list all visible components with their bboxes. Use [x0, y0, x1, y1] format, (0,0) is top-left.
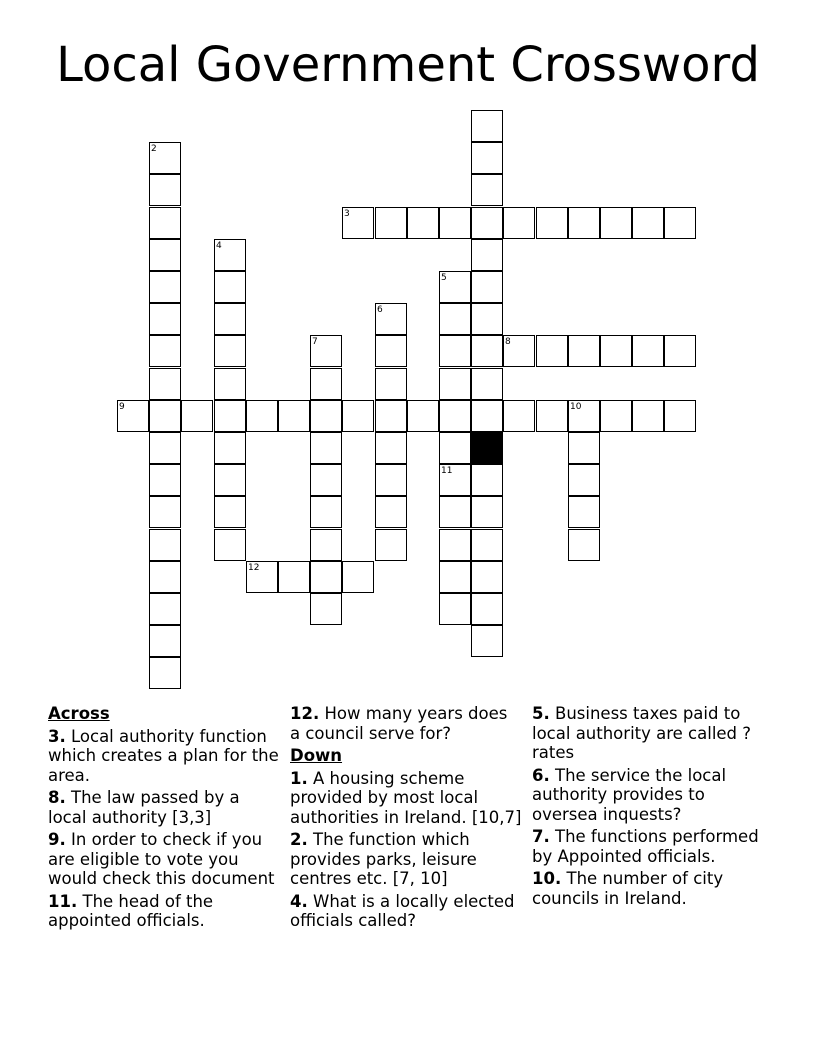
grid-cell[interactable]: [149, 368, 181, 400]
grid-cell[interactable]: [471, 464, 503, 496]
grid-cell[interactable]: [149, 529, 181, 561]
clue-text: The head of the appointed officials.: [48, 891, 214, 930]
clue-text: The law passed by a local authority [3,3]: [48, 788, 240, 827]
grid-cell[interactable]: [439, 303, 471, 335]
grid-cell[interactable]: [149, 271, 181, 303]
clue-down-5: [532, 704, 764, 763]
grid-cell[interactable]: [149, 657, 181, 689]
grid-cell[interactable]: [375, 335, 407, 367]
grid-cell[interactable]: [149, 432, 181, 464]
grid-cell[interactable]: [471, 239, 503, 271]
grid-cell[interactable]: [214, 303, 246, 335]
grid-cell[interactable]: [407, 207, 439, 239]
grid-cell[interactable]: [568, 496, 600, 528]
clue-number-label: 6: [377, 305, 383, 315]
clue-number-label: 12: [248, 563, 260, 573]
grid-cell[interactable]: [310, 561, 342, 593]
clue-down-6: [532, 766, 764, 825]
grid-cell[interactable]: [471, 110, 503, 142]
clue-column-3: [532, 704, 764, 911]
clue-down-1: [290, 769, 522, 828]
grid-cell[interactable]: [471, 174, 503, 206]
grid-cell[interactable]: [375, 432, 407, 464]
grid-cell[interactable]: [664, 400, 696, 432]
grid-cell[interactable]: [310, 529, 342, 561]
grid-cell[interactable]: [149, 561, 181, 593]
grid-cell[interactable]: [278, 561, 310, 593]
clue-text: Business taxes paid to local authority are called ? rates: [532, 704, 752, 762]
clue-text: The functions performed by Appointed officials.: [532, 827, 759, 866]
grid-cell[interactable]: [471, 496, 503, 528]
grid-cell[interactable]: [310, 335, 342, 367]
clue-number: 2.: [290, 830, 308, 849]
grid-cell[interactable]: [600, 335, 632, 367]
grid-cell[interactable]: [375, 207, 407, 239]
clue-number-label: 9: [119, 402, 125, 412]
grid-cell[interactable]: [342, 207, 374, 239]
grid-cell[interactable]: [310, 593, 342, 625]
grid-cell[interactable]: [117, 400, 149, 432]
grid-cell[interactable]: [310, 400, 342, 432]
grid-cell[interactable]: [568, 207, 600, 239]
clue-number-label: 5: [441, 273, 447, 283]
down-heading: Down: [290, 746, 343, 765]
grid-cell[interactable]: [310, 464, 342, 496]
grid-cell[interactable]: [375, 464, 407, 496]
grid-cell[interactable]: [375, 496, 407, 528]
clue-across-3: [48, 727, 280, 786]
grid-cell[interactable]: [471, 142, 503, 174]
clue-number: 11.: [48, 891, 78, 911]
grid-cell[interactable]: [568, 464, 600, 496]
clue-number: 10.: [532, 869, 562, 888]
clue-down-10: [532, 869, 764, 908]
grid-cell[interactable]: [471, 368, 503, 400]
grid-cell[interactable]: [471, 400, 503, 432]
clue-number: 3.: [48, 726, 66, 746]
clue-down-7: [532, 827, 764, 866]
grid-cell[interactable]: [568, 529, 600, 561]
grid-cell[interactable]: [149, 625, 181, 657]
grid-cell[interactable]: [439, 335, 471, 367]
grid-cell[interactable]: [214, 400, 246, 432]
clue-text: Local authority function which creates a plan for the area.: [48, 726, 279, 785]
grid-cell[interactable]: [632, 400, 664, 432]
clue-text: What is a locally elected officials called?: [290, 891, 515, 930]
grid-cell[interactable]: [503, 400, 535, 432]
grid-cell[interactable]: [149, 303, 181, 335]
grid-cell[interactable]: [310, 496, 342, 528]
clue-number: 6.: [532, 765, 550, 785]
grid-cell[interactable]: [149, 593, 181, 625]
grid-cell[interactable]: [439, 561, 471, 593]
grid-cell[interactable]: [536, 400, 568, 432]
clue-number-label: 4: [216, 241, 222, 251]
grid-cell[interactable]: [439, 432, 471, 464]
clue-number-label: 2: [151, 144, 157, 154]
grid-cell[interactable]: [664, 207, 696, 239]
clue-across-11: [48, 892, 280, 931]
grid-cell[interactable]: [471, 303, 503, 335]
grid-cell[interactable]: [342, 561, 374, 593]
across-heading: Across: [48, 704, 110, 723]
clue-number: 8.: [48, 788, 66, 807]
grid-cell[interactable]: [149, 335, 181, 367]
grid-cell[interactable]: [278, 400, 310, 432]
grid-cell[interactable]: [246, 400, 278, 432]
grid-cell[interactable]: [471, 335, 503, 367]
grid-cell[interactable]: [214, 432, 246, 464]
grid-cell[interactable]: [214, 464, 246, 496]
grid-cell[interactable]: [181, 400, 213, 432]
grid-block: [471, 432, 503, 464]
clue-text: The service the local authority provides to oversea inquests?: [532, 765, 727, 824]
clue-number: 12.: [290, 704, 320, 723]
grid-cell[interactable]: [342, 400, 374, 432]
clue-across-12: [290, 704, 522, 743]
clue-number: 7.: [532, 827, 550, 846]
grid-cell[interactable]: [149, 400, 181, 432]
grid-cell[interactable]: [568, 335, 600, 367]
grid-cell[interactable]: [632, 335, 664, 367]
grid-cell[interactable]: [375, 303, 407, 335]
grid-cell[interactable]: [439, 400, 471, 432]
page-title: Local Government Crossword: [56, 37, 760, 93]
grid-cell[interactable]: [214, 368, 246, 400]
grid-cell[interactable]: [149, 239, 181, 271]
grid-cell[interactable]: [149, 464, 181, 496]
grid-cell[interactable]: [536, 207, 568, 239]
grid-cell[interactable]: [375, 529, 407, 561]
grid-cell[interactable]: [536, 335, 568, 367]
grid-cell[interactable]: [439, 593, 471, 625]
grid-cell[interactable]: [149, 174, 181, 206]
clue-down-4: [290, 892, 522, 931]
grid-cell[interactable]: [149, 142, 181, 174]
grid-cell[interactable]: [503, 335, 535, 367]
grid-cell[interactable]: [439, 464, 471, 496]
clue-number: 5.: [532, 704, 550, 723]
clue-column-2: [290, 704, 522, 934]
grid-cell[interactable]: [600, 400, 632, 432]
grid-cell[interactable]: [471, 625, 503, 657]
clue-number: 9.: [48, 830, 66, 849]
grid-cell[interactable]: [600, 207, 632, 239]
grid-cell[interactable]: [214, 529, 246, 561]
grid-cell[interactable]: [214, 496, 246, 528]
clue-column-1: [48, 704, 280, 934]
clue-text: The function which provides parks, leisure centres etc. [7, 10]: [290, 830, 477, 888]
grid-cell[interactable]: [439, 496, 471, 528]
clue-number-label: 3: [344, 209, 350, 219]
clue-text: A housing scheme provided by most local authorities in Ireland. [10,7]: [290, 768, 522, 827]
clue-across-9: [48, 830, 280, 889]
clue-across-8: [48, 788, 280, 827]
grid-cell[interactable]: [214, 335, 246, 367]
grid-cell[interactable]: [375, 400, 407, 432]
grid-cell[interactable]: [375, 368, 407, 400]
grid-cell[interactable]: [310, 432, 342, 464]
grid-cell[interactable]: [149, 207, 181, 239]
grid-cell[interactable]: [568, 400, 600, 432]
clue-down-2: [290, 830, 522, 889]
grid-cell[interactable]: [439, 207, 471, 239]
grid-cell[interactable]: [568, 432, 600, 464]
grid-cell[interactable]: [503, 207, 535, 239]
grid-cell[interactable]: [214, 271, 246, 303]
grid-cell[interactable]: [439, 368, 471, 400]
grid-cell[interactable]: [439, 271, 471, 303]
clue-number-label: 11: [441, 466, 453, 476]
grid-cell[interactable]: [632, 207, 664, 239]
clue-number: 1.: [290, 768, 308, 788]
clue-text: How many years does a council serve for?: [290, 704, 508, 743]
grid-cell[interactable]: [310, 368, 342, 400]
grid-cell[interactable]: [471, 561, 503, 593]
grid-cell[interactable]: [149, 496, 181, 528]
grid-cell[interactable]: [664, 335, 696, 367]
grid-cell[interactable]: [246, 561, 278, 593]
clue-text: The number of city councils in Ireland.: [532, 869, 724, 908]
grid-cell[interactable]: [214, 239, 246, 271]
grid-cell[interactable]: [471, 529, 503, 561]
grid-cell[interactable]: [471, 271, 503, 303]
clue-number: 4.: [290, 891, 308, 911]
grid-cell[interactable]: [471, 593, 503, 625]
grid-cell[interactable]: [471, 207, 503, 239]
grid-cell[interactable]: [439, 529, 471, 561]
grid-cell[interactable]: [407, 400, 439, 432]
clue-number-label: 10: [570, 402, 582, 412]
clue-number-label: 7: [312, 337, 318, 347]
clue-number-label: 8: [505, 337, 511, 347]
clue-text: In order to check if you are eligible to vote you would check this document: [48, 830, 275, 888]
